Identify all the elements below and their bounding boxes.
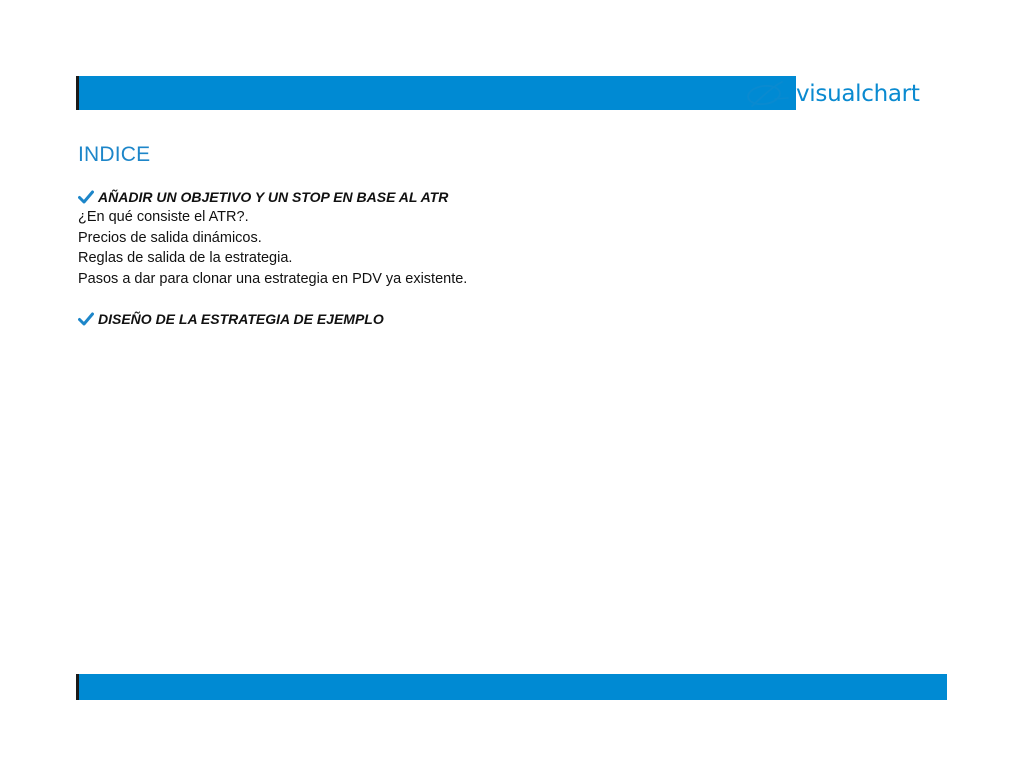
list-item: ¿En qué consiste el ATR?. [78,209,249,225]
visualchart-logo [742,78,920,110]
section-heading-text: DISEÑO DE LA ESTRATEGIA DE EJEMPLO [98,311,384,327]
section-heading [78,187,938,207]
footer-bar [76,674,947,700]
logo-text: visualchart [796,81,920,107]
header-bar [76,76,796,110]
section-heading [78,309,938,329]
page-title: INDICE [78,143,151,166]
section-atr [78,187,938,289]
section-heading-text: AÑADIR UN OBJETIVO Y UN STOP EN BASE AL ATR [98,189,449,205]
check-icon [78,190,94,204]
list-item: Pasos a dar para clonar una estrategia en PDV ya existente. [78,270,468,287]
check-icon [78,312,94,326]
list-item: Reglas de salida de la estrategia. [78,250,293,266]
visualchart-logo-icon [742,79,790,109]
section-diseno [78,309,938,329]
slide-content [78,143,938,349]
list-item: Precios de salida dinámicos. [78,229,262,246]
